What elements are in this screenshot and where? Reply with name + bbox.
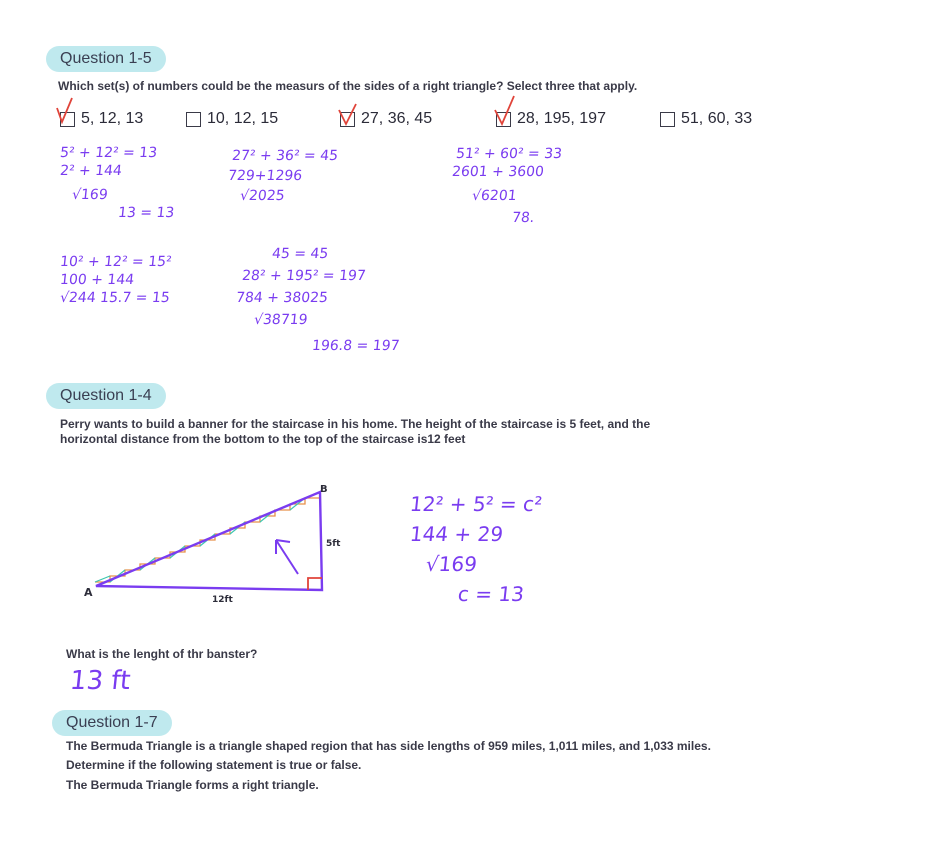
option-5-label: 51, 60, 33 (681, 110, 753, 127)
question-1-7-title: Question 1-7 (52, 710, 172, 736)
label-base: 12ft (212, 595, 233, 605)
question-1-4-subquestion: What is the lenght of thr banster? (66, 647, 258, 661)
work-c3: √6201 (471, 188, 518, 204)
work-w4: c = 13 (456, 582, 526, 606)
work-a1: 5² + 12² = 13 (59, 145, 158, 161)
label-a: A (84, 586, 93, 599)
work-d2: 100 + 144 (59, 272, 135, 288)
work-a4: 13 = 13 (117, 205, 176, 221)
label-b: B (320, 484, 328, 495)
question-1-4-title: Question 1-4 (46, 383, 166, 409)
question-1-7-line2: Determine if the following statement is true or false. (66, 758, 362, 772)
check-mark-icon (495, 96, 514, 124)
right-angle-marker (308, 578, 322, 590)
work-e1: 45 = 45 (271, 246, 330, 262)
option-2-label: 10, 12, 15 (207, 110, 279, 127)
work-e5: 196.8 = 197 (311, 338, 401, 354)
question-1-7-line3: The Bermuda Triangle forms a right triangle. (66, 778, 319, 792)
staircase-diagram (80, 478, 360, 608)
question-1-7-line1: The Bermuda Triangle is a triangle shaped region that has side lengths of 959 miles, 1,011 miles, and 1,033 miles. (66, 739, 711, 753)
work-d3: √244 15.7 = 15 (59, 290, 171, 306)
check-mark-icon (339, 104, 356, 124)
option-4-label: 28, 195, 197 (517, 110, 606, 127)
arrow-icon (276, 540, 298, 574)
work-e3: 784 + 38025 (235, 290, 329, 306)
work-c1: 51² + 60² = 33 (455, 146, 563, 162)
question-1-4-prompt-line1: Perry wants to build a banner for the staircase in his home. The height of the staircase is 5 feet, and the (60, 417, 651, 431)
work-w2: 144 + 29 (408, 522, 505, 546)
answer-text: 13 ft (68, 666, 132, 696)
question-1-4-prompt-line2: horizontal distance from the bottom to the top of the staircase is12 feet (60, 432, 466, 446)
option-1-label: 5, 12, 13 (81, 110, 144, 127)
work-w3: √169 (424, 552, 479, 576)
work-b1: 27² + 36² = 45 (231, 148, 339, 164)
question-1-5-prompt: Which set(s) of numbers could be the measurs of the sides of a right triangle? Select three that apply. (58, 79, 638, 93)
work-c4: 78. (511, 210, 536, 226)
work-a2: 2² + 144 (59, 163, 123, 179)
work-b3: √2025 (239, 188, 286, 204)
check-mark-icon (57, 98, 72, 122)
work-e2: 28² + 195² = 197 (241, 268, 367, 284)
work-b2: 729+1296 (227, 168, 303, 184)
work-d1: 10² + 12² = 15² (59, 254, 173, 270)
work-w1: 12² + 5² = c² (408, 492, 544, 516)
option-3-label: 27, 36, 45 (361, 110, 433, 127)
question-1-5-title: Question 1-5 (46, 46, 166, 72)
work-e4: √38719 (253, 312, 309, 328)
work-a3: √169 (71, 187, 109, 203)
work-c2: 2601 + 3600 (451, 164, 545, 180)
label-height: 5ft (326, 539, 341, 549)
